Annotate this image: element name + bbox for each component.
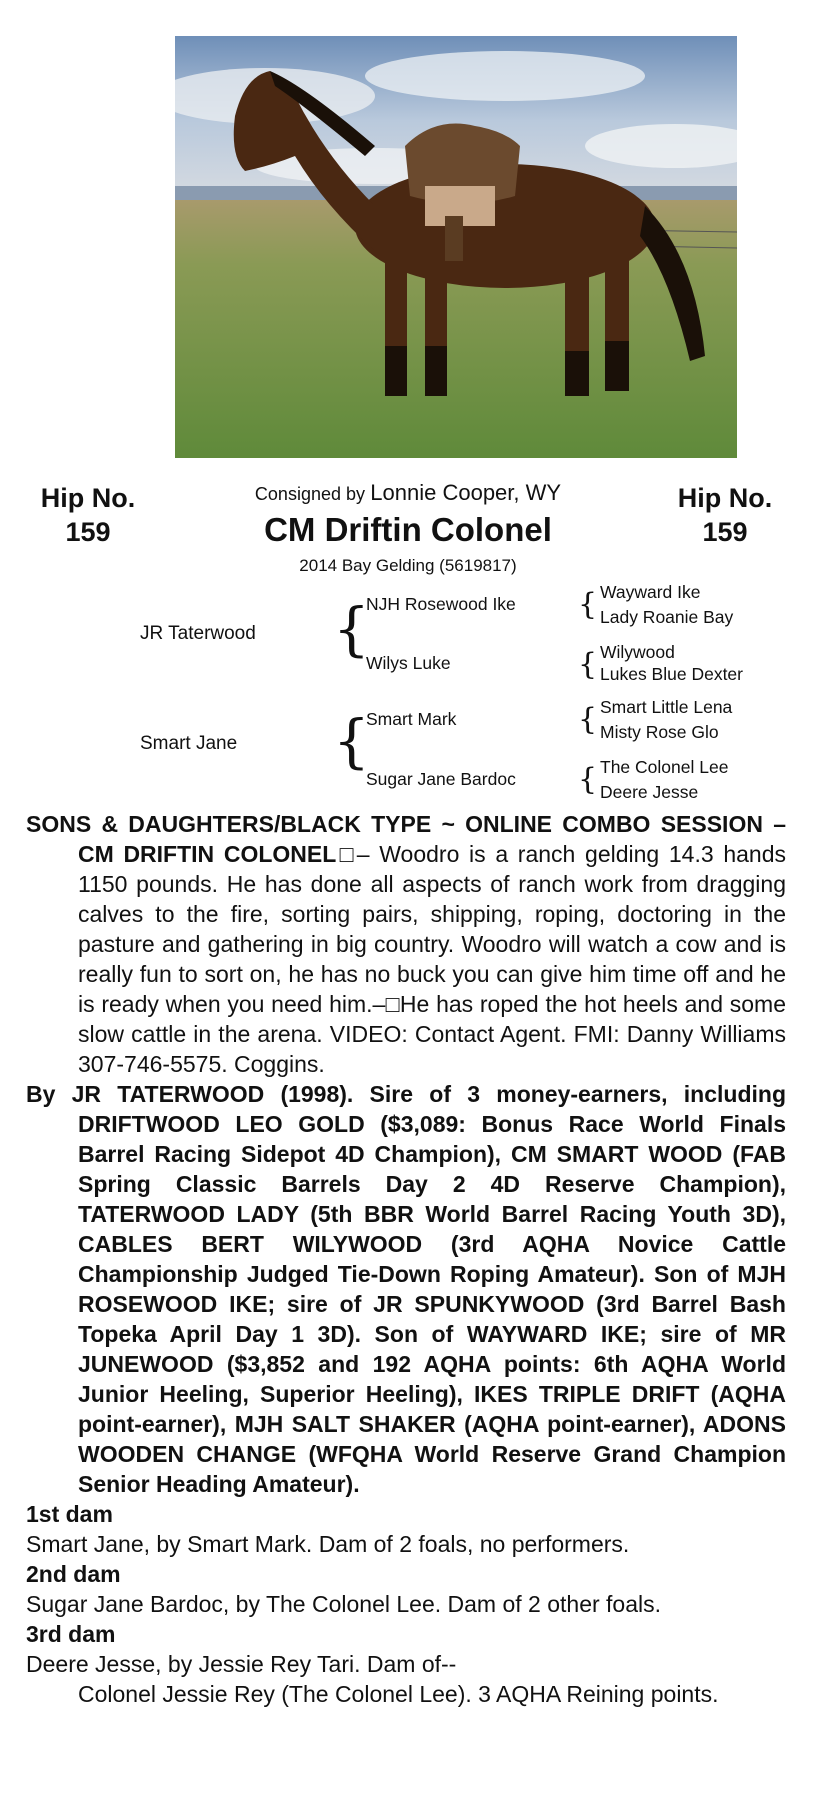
description-paragraph xyxy=(26,809,786,1079)
hip-number-left xyxy=(13,481,163,549)
first-dam-text: Smart Jane, by Smart Mark. Dam of 2 foals, no performers. xyxy=(26,1531,630,1557)
brace-icon: { xyxy=(578,647,598,682)
consignor-line xyxy=(200,480,616,506)
pedigree-g8: Deere Jesse xyxy=(600,782,699,802)
third-dam-produce: Colonel Jessie Rey (The Colonel Lee). 3 AQHA Reining points. xyxy=(78,1681,719,1707)
second-dam-heading: 2nd dam xyxy=(26,1561,121,1587)
second-dam-text: Sugar Jane Bardoc, by The Colonel Lee. Dam of 2 other foals. xyxy=(26,1591,662,1617)
hip-label: Hip No. xyxy=(40,483,136,513)
horse-image xyxy=(175,36,737,458)
catalog-text xyxy=(26,809,786,1709)
horse-info: 2014 Bay Gelding (5619817) xyxy=(299,556,517,575)
brace-icon: { xyxy=(578,762,598,797)
hip-label: Hip No. xyxy=(677,483,773,513)
pedigree-g1: Wayward Ike xyxy=(600,582,701,602)
brace-icon: { xyxy=(333,595,370,663)
hip-value: 159 xyxy=(65,517,111,547)
pedigree-g7: The Colonel Lee xyxy=(600,757,729,777)
sire-record-paragraph: By JR TATERWOOD (1998). Sire of 3 money-earners, including DRIFTWOOD LEO GOLD ($3,089: Bonus Race World Finals Barrel Racing Sidepot 4D Champion), CM SMART WOOD (FAB Spring Classic Barrels Day 2 4D Reserve Champion), TATERWOOD LADY (5th BBR World Barrel Racing Youth 3D), CABLES BERT WILYWOOD (3rd AQHA Novice Cattle Championship Judged Tie-Down Roping Amateur). Son of MJH ROSEWOOD IKE; sire of JR SPUNKYWOOD (3rd Barrel Bash Topeka April Day 1 3D). Son of WAYWARD IKE; sire of MR JUNEWOOD ($3,852 and 192 AQHA points: 6th AQHA World Junior Heeling, Superior Heeling), IKES TRIPLE DRIFT (AQHA point-earner), MJH SALT SHAKER (AQHA point-earner), ADONS WOODEN CHANGE (WFQHA World Reserve Grand Champion Senior Heading Amateur). xyxy=(26,1081,786,1497)
first-dam-heading: 1st dam xyxy=(26,1501,113,1527)
pedigree-g6: Misty Rose Glo xyxy=(600,722,719,742)
pedigree-g4: Lukes Blue Dexter xyxy=(600,664,743,684)
pedigree-dam-sire: Smart Mark xyxy=(366,709,457,729)
horse-photo xyxy=(175,36,737,458)
third-dam-heading: 3rd dam xyxy=(26,1621,116,1647)
pedigree-dam: Smart Jane xyxy=(140,733,238,754)
hip-value: 159 xyxy=(702,517,748,547)
consigned-by-label: Consigned by xyxy=(254,484,365,504)
pedigree-sire-sire: NJH Rosewood Ike xyxy=(366,594,516,614)
pedigree-dam-dam: Sugar Jane Bardoc xyxy=(366,769,516,789)
description-lead: SONS & DAUGHTERS/BLACK TYPE ~ ONLINE COMBO SESSION – CM DRIFTIN COLONEL□ xyxy=(26,811,786,867)
brace-icon: { xyxy=(578,702,598,737)
description-body: – Woodro is a ranch gelding 14.3 hands 1150 pounds. He has done all aspects of ranch work from dragging calves to the fire, sorting pairs, shipping, roping, doctoring in the pasture and gathering in big country. Woodro will watch a cow and is really fun to sort on, he has no buck you can give him time off and he is ready when you need him.–□He has roped the hot heels and some slow cattle in the arena. VIDEO: Contact Agent. FMI: Danny Williams 307-746-5575. Coggins. xyxy=(78,841,786,1077)
hip-number-right xyxy=(650,481,800,549)
pedigree-sire-dam: Wilys Luke xyxy=(366,653,451,673)
brace-icon: { xyxy=(333,707,370,775)
horse-name: CM Driftin Colonel xyxy=(264,511,552,548)
third-dam-text: Deere Jesse, by Jessie Rey Tari. Dam of-- xyxy=(26,1651,457,1677)
pedigree-g5: Smart Little Lena xyxy=(600,697,733,717)
consignor-name: Lonnie Cooper, WY xyxy=(370,480,562,505)
brace-icon: { xyxy=(578,587,598,622)
pedigree-g2: Lady Roanie Bay xyxy=(600,607,734,627)
pedigree-sire: JR Taterwood xyxy=(140,623,256,644)
pedigree-g3: Wilywood xyxy=(600,642,675,662)
